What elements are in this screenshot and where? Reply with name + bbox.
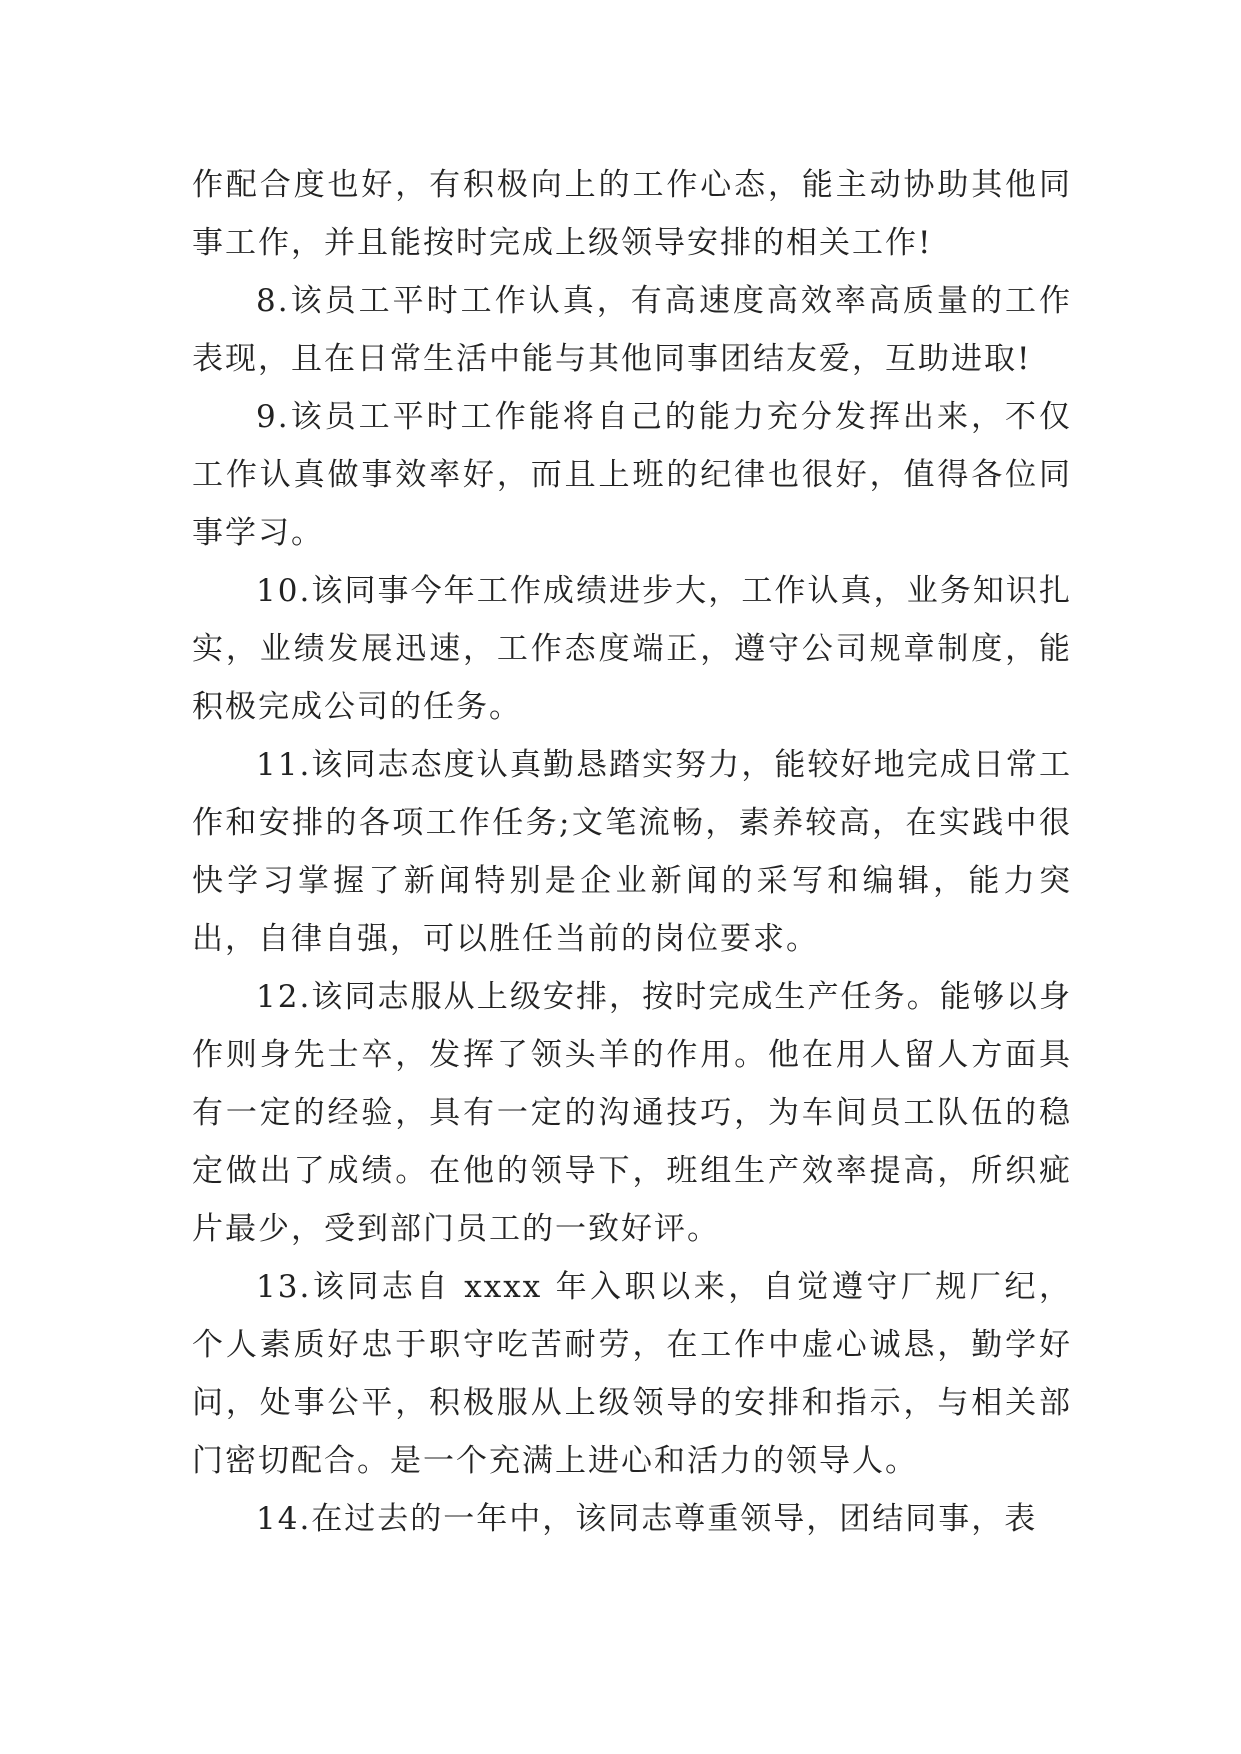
- paragraph-item-11: 11.该同志态度认真勤恳踏实努力，能较好地完成日常工作和安排的各项工作任务;文笔流畅，素养较高，在实践中很快学习掌握了新闻特别是企业新闻的采写和编辑，能力突出，自律自强，可以胜任当前的岗位要求。: [192, 747, 1072, 957]
- paragraph-item-10: 10.该同事今年工作成绩进步大，工作认真，业务知识扎实，业绩发展迅速，工作态度端正，遵守公司规章制度，能积极完成公司的任务。: [192, 573, 1072, 725]
- document-body: [192, 156, 1072, 1548]
- paragraph-item-13: 13.该同志自 xxxx 年入职以来，自觉遵守厂规厂纪，个人素质好忠于职守吃苦耐劳，在工作中虚心诚恳，勤学好问，处事公平，积极服从上级领导的安排和指示，与相关部门密切配合。是一个充满上进心和活力的领导人。: [192, 1269, 1072, 1479]
- paragraph-item-9: 9.该员工平时工作能将自己的能力充分发挥出来，不仅工作认真做事效率好，而且上班的纪律也很好，值得各位同事学习。: [192, 399, 1072, 551]
- paragraph-item-12: 12.该同志服从上级安排，按时完成生产任务。能够以身作则身先士卒，发挥了领头羊的作用。他在用人留人方面具有一定的经验，具有一定的沟通技巧，为车间员工队伍的稳定做出了成绩。在他的领导下，班组生产效率提高，所织疵片最少，受到部门员工的一致好评。: [192, 979, 1072, 1247]
- paragraph-continuation: 作配合度也好，有积极向上的工作心态，能主动协助其他同事工作，并且能按时完成上级领导安排的相关工作!: [192, 167, 1072, 261]
- paragraph-item-14: 14.在过去的一年中，该同志尊重领导，团结同事，表: [256, 1501, 1038, 1537]
- paragraph-item-8: 8.该员工平时工作认真，有高速度高效率高质量的工作表现，且在日常生活中能与其他同事团结友爱，互助进取!: [192, 283, 1072, 377]
